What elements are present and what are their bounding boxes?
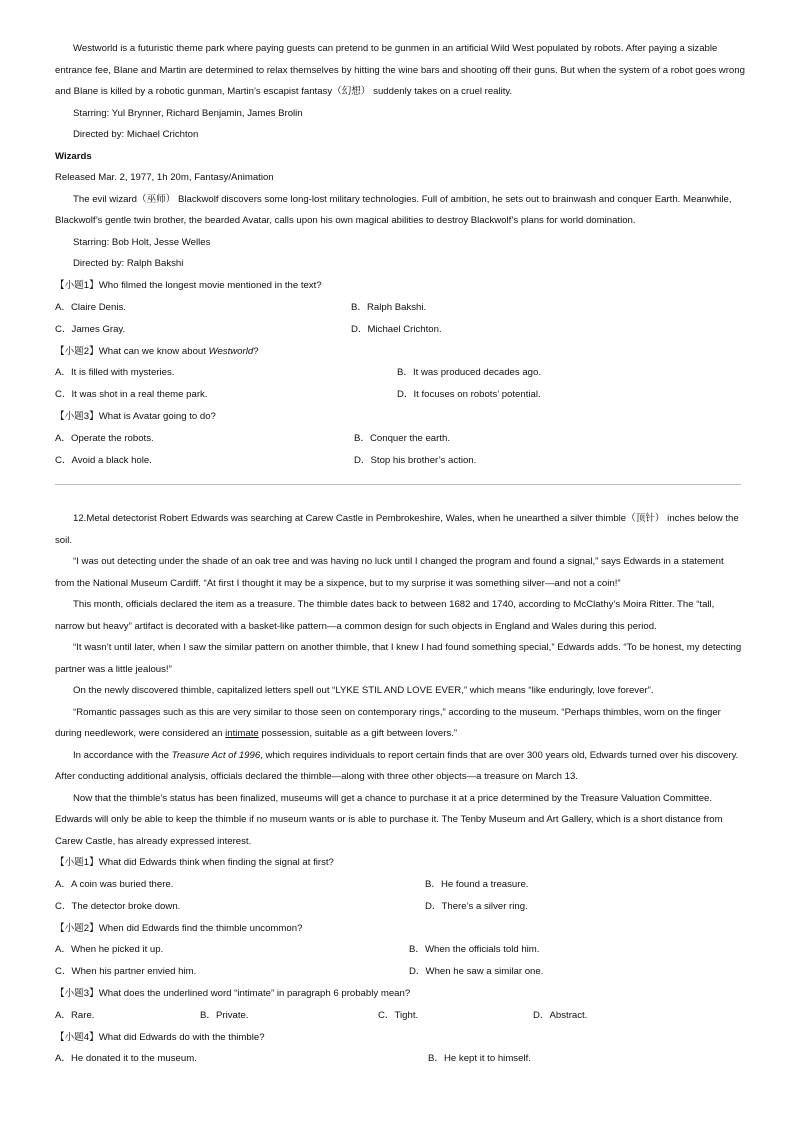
paragraph-7-end: , which requires individuals to report certain finds that are over 300 years old, Edwards turned over his discovery. After conducting additional analysis, officials declared the thimble—along with three other objects—a treasure on March 13.	[55, 749, 739, 782]
question-stem: 【小题3】What does the underlined word “intimate” in paragraph 6 probably mean?	[55, 988, 411, 999]
option-d: D．Stop his brother’s action.	[354, 454, 477, 466]
wizards-release: Released Mar. 2, 1977, 1h 20m, Fantasy/Animation	[55, 172, 274, 183]
option-row	[55, 297, 745, 319]
option-d: D．When he saw a similar one.	[409, 966, 544, 977]
question-stem-text: 【小题2】What can we know about	[55, 345, 209, 357]
option-b: B．It was produced decades ago.	[397, 367, 541, 378]
paragraph-5: On the newly discovered thimble, capitalized letters spell out “LYKE STIL AND LOVE EVER,” which means “like enduringly, love forever”.	[73, 685, 654, 696]
section-divider	[55, 484, 741, 485]
wizards-description: The evil wizard（巫师） Blackwolf discovers some long-lost military technologies. Full of ambition, he sets out to brainwash and conquer Earth. Meanwhile, Blackwolf’s gentle twin brother, the bearded Avatar, calls upon his own magical abilities to destroy Blackwolf’s plans for world domination.	[55, 193, 732, 226]
option-row	[55, 362, 745, 384]
paragraph-7	[55, 745, 745, 788]
option-row	[55, 874, 745, 896]
option-row	[55, 1048, 745, 1070]
westworld-director: Directed by: Michael Crichton	[73, 129, 199, 140]
question-stem: 【小题1】What did Edwards think when finding the signal at first?	[55, 857, 334, 868]
option-c: C．Tight.	[378, 1009, 419, 1021]
movie-section	[55, 38, 745, 275]
option-a: A．It is filled with mysteries.	[55, 367, 175, 378]
option-b: B．When the officials told him.	[409, 944, 540, 955]
option-b: B．Conquer the earth.	[354, 432, 450, 444]
wizards-starring: Starring: Bob Holt, Jesse Welles	[73, 236, 211, 248]
option-row	[55, 319, 745, 341]
question-stem-end: ?	[253, 345, 259, 357]
wizards-director: Directed by: Ralph Bakshi	[73, 258, 184, 269]
westworld-starring: Starring: Yul Brynner, Richard Benjamin, James Brolin	[73, 107, 303, 119]
option-c: C．James Gray.	[55, 323, 126, 335]
option-d: D．Abstract.	[533, 1009, 588, 1021]
option-b: B．He found a treasure.	[425, 878, 529, 890]
option-b: B．He kept it to himself.	[428, 1053, 531, 1064]
option-row	[55, 450, 745, 472]
option-row	[55, 961, 745, 983]
question-stem: 【小题3】What is Avatar going to do?	[55, 411, 216, 422]
thimble-passage	[55, 508, 745, 1070]
movie-questions	[55, 275, 745, 472]
option-row	[55, 428, 745, 450]
option-a: A．He donated it to the museum.	[55, 1053, 197, 1064]
option-a: A．Rare.	[55, 1009, 95, 1021]
option-row	[55, 1005, 745, 1027]
question-stem	[55, 341, 745, 363]
question-stem-title: Westworld	[208, 345, 254, 357]
westworld-description: Westworld is a futuristic theme park where paying guests can pretend to be gunmen in an artificial Wild West populated by robots. After paying a sizable entrance fee, Blane and Martin are determined to relax themselves by hitting the wine bars and shooting off their guns. But when the system of a robot goes wrong and Blane is killed by a robotic gunman, Martin’s escapist fantasy（幻想） suddenly takes on a cruel reality.	[55, 43, 745, 97]
option-row	[55, 939, 745, 961]
option-a: A．A coin was buried there.	[55, 878, 174, 890]
option-c: C．It was shot in a real theme park.	[55, 389, 208, 400]
underlined-word: intimate	[225, 728, 259, 739]
option-row	[55, 384, 745, 406]
paragraph-6-end: possession, suitable as a gift between lovers.”	[258, 728, 458, 739]
question-stem: 【小题2】When did Edwards find the thimble uncommon?	[55, 922, 303, 934]
question-stem: 【小题1】Who filmed the longest movie mentioned in the text?	[55, 280, 322, 291]
option-b: B．Private.	[200, 1009, 249, 1021]
wizards-title: Wizards	[55, 150, 92, 162]
question-stem: 【小题4】What did Edwards do with the thimble?	[55, 1031, 265, 1043]
option-c: C．The detector broke down.	[55, 900, 181, 912]
act-title: Treasure Act of 1996	[171, 749, 261, 761]
paragraph-6	[55, 702, 745, 745]
paragraph-2: “I was out detecting under the shade of an oak tree and was having no luck until I changed the program and found a signal,” says Edwards in a statement from the National Museum Cardiff. “At first I thought it may be a sixpence, but to my surprise it was something silver—and not a coin!”	[55, 556, 724, 589]
paragraph-1: 12.Metal detectorist Robert Edwards was searching at Carew Castle in Pembrokeshire, Wales, when he unearthed a silver thimble（顶针） inches below the soil.	[55, 513, 739, 546]
option-d: D．There’s a silver ring.	[425, 900, 528, 912]
option-a: A．Claire Denis.	[55, 301, 126, 313]
option-c: C．When his partner envied him.	[55, 966, 197, 977]
option-c: C．Avoid a black hole.	[55, 454, 152, 466]
paragraph-3: This month, officials declared the item as a treasure. The thimble dates back to between 1682 and 1740, according to McClathy’s Moira Ritter. The “tall, narrow but heavy” artifact is decorated with a basket-like pattern—a common design for such objects in England and Wales during this period.	[55, 599, 715, 632]
option-b: B．Ralph Bakshi.	[351, 301, 427, 313]
option-row	[55, 896, 745, 918]
paragraph-7-text: In accordance with the	[73, 749, 172, 761]
option-d: D．It focuses on robots’ potential.	[397, 389, 541, 400]
option-a: A．Operate the robots.	[55, 432, 154, 444]
paragraph-4: “It wasn’t until later, when I saw the similar pattern on another thimble, that I knew I had found something special,” Edwards adds. “To be honest, my detecting partner was a little jealous!”	[55, 642, 742, 675]
paragraph-8: Now that the thimble’s status has been finalized, museums will get a chance to purchase it at a price determined by the Treasure Valuation Committee. Edwards will only be able to keep the thimble if no museum wants or is able to purchase it. The Tenby Museum and Art Gallery, which is a short distance from Carew Castle, has already expressed interest.	[55, 792, 723, 847]
paragraph-6-text: “Romantic passages such as this are very similar to those seen on contemporary rings,” according to the museum. “Perhaps thimbles, worn on the finger during needlework, were considered an	[55, 706, 721, 739]
option-d: D．Michael Crichton.	[351, 323, 442, 335]
option-a: A．When he picked it up.	[55, 944, 164, 955]
